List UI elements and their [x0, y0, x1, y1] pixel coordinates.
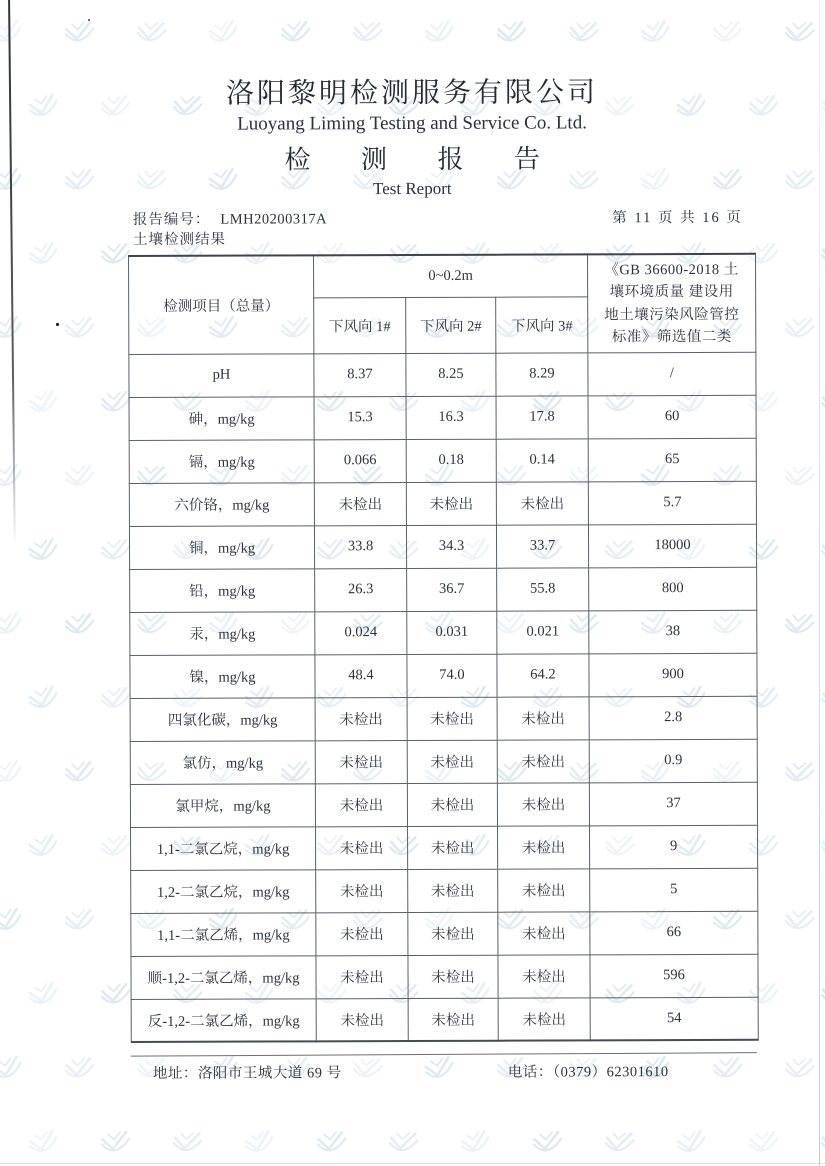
analyte-name-cell: pH	[129, 354, 314, 398]
report-title-en: Test Report	[372, 179, 452, 199]
value-cell: 0.066	[314, 439, 406, 482]
value-cell: 5.7	[588, 481, 756, 525]
sample-header-cell: 下风向 2#	[406, 297, 496, 353]
report-meta-row	[133, 208, 743, 229]
value-cell: 未检出	[315, 740, 407, 783]
value-cell: 未检出	[498, 869, 590, 912]
phone-value: （0379）62301610	[552, 1064, 669, 1081]
results-tbody	[129, 352, 758, 1042]
value-cell: 0.031	[407, 611, 497, 654]
scan-edge-line-right	[819, 0, 821, 1166]
report-number	[133, 210, 327, 230]
page-indicator: 第 11 页 共 16 页	[612, 209, 743, 226]
value-cell: 未检出	[316, 955, 408, 998]
analyte-name-cell: 1,1-二氯乙烷，mg/kg	[131, 827, 316, 871]
value-cell: 2.8	[589, 696, 757, 740]
table-row	[129, 352, 756, 397]
value-cell: 未检出	[407, 783, 497, 826]
scan-speck	[56, 323, 59, 326]
analyte-name-cell: 汞，mg/kg	[130, 612, 315, 656]
value-cell: 66	[590, 911, 758, 955]
value-cell: 0.021	[497, 611, 589, 654]
table-row	[131, 825, 758, 870]
table-row	[129, 438, 756, 483]
value-cell: 未检出	[496, 482, 588, 525]
value-cell: 0.14	[496, 439, 588, 482]
standard-header-text: 《GB 36600-2018 土 壤环境质量 建设用 地土壤污染风险管控 标准》筛选值二类	[604, 261, 740, 346]
table-row	[130, 567, 757, 612]
table-row	[131, 868, 758, 913]
value-cell: /	[588, 352, 756, 396]
value-cell: 8.37	[314, 353, 406, 396]
analyte-name-cell: 1,2-二氯乙烷，mg/kg	[131, 870, 316, 914]
table-row	[129, 524, 756, 569]
analyte-name-cell: 镉，mg/kg	[129, 440, 314, 484]
value-cell: 未检出	[498, 912, 590, 955]
analyte-name-cell: 镍，mg/kg	[130, 655, 315, 699]
item-header-cell: 检测项目（总量）	[129, 256, 314, 355]
value-cell: 未检出	[497, 783, 589, 826]
scan-edge-line-bottom	[0, 1163, 825, 1164]
report-number-label: 报告编号：	[132, 211, 211, 228]
value-cell: 未检出	[314, 482, 406, 525]
analyte-name-cell: 1,1-二氯乙烯，mg/kg	[131, 913, 316, 957]
company-name-cn: 洛阳黎明检测服务有限公司	[225, 77, 599, 110]
address-value: 洛阳市王城大道 69 号	[197, 1065, 342, 1082]
value-cell: 未检出	[408, 955, 498, 998]
standard-header-cell	[588, 254, 756, 353]
table-header-row-1	[129, 254, 756, 298]
value-cell: 48.4	[315, 654, 407, 697]
analyte-name-cell: 四氯化碳，mg/kg	[130, 698, 315, 742]
value-cell: 900	[589, 653, 757, 697]
value-cell: 37	[589, 782, 757, 826]
value-cell: 16.3	[406, 396, 496, 439]
value-cell: 未检出	[408, 826, 498, 869]
value-cell: 未检出	[316, 998, 408, 1041]
footer-divider	[131, 1052, 757, 1056]
value-cell: 未检出	[498, 826, 590, 869]
value-cell: 未检出	[315, 697, 407, 740]
report-title-cn-text: 检 测 报 告	[284, 144, 562, 175]
value-cell: 8.25	[406, 353, 496, 396]
table-row	[131, 954, 758, 999]
phone-label: 电话：	[507, 1064, 553, 1081]
analyte-name-cell: 氯甲烷，mg/kg	[130, 784, 315, 828]
value-cell: 5	[590, 868, 758, 912]
value-cell: 34.3	[406, 525, 496, 568]
value-cell: 未检出	[497, 697, 589, 740]
value-cell: 800	[589, 567, 757, 611]
value-cell: 55.8	[497, 568, 589, 611]
results-table	[128, 253, 759, 1043]
value-cell: 未检出	[407, 697, 497, 740]
value-cell: 17.8	[496, 396, 588, 439]
value-cell: 未检出	[498, 998, 590, 1041]
value-cell: 33.8	[314, 525, 406, 568]
sample-header-cell: 下风向 3#	[496, 297, 588, 353]
value-cell: 596	[590, 954, 758, 998]
table-row	[131, 997, 758, 1042]
report-header	[0, 0, 825, 201]
value-cell: 未检出	[315, 783, 407, 826]
value-cell: 未检出	[498, 955, 590, 998]
address-label: 地址：	[152, 1065, 198, 1083]
section-title: 土壤检测结果	[132, 232, 226, 249]
value-cell: 15.3	[314, 396, 406, 439]
value-cell: 未检出	[316, 826, 408, 869]
value-cell: 未检出	[408, 869, 498, 912]
value-cell: 60	[588, 395, 756, 439]
value-cell: 未检出	[316, 869, 408, 912]
value-cell: 65	[588, 438, 756, 482]
analyte-name-cell: 铜，mg/kg	[129, 526, 314, 570]
company-name-en: Luoyang Liming Testing and Service Co. Ltd.	[237, 112, 587, 135]
table-row	[129, 395, 756, 440]
value-cell: 64.2	[497, 654, 589, 697]
value-cell: 未检出	[497, 740, 589, 783]
table-row	[129, 481, 756, 526]
report-title-cn	[0, 143, 825, 177]
value-cell: 未检出	[316, 912, 408, 955]
footer-address	[153, 1064, 508, 1084]
value-cell: 0.024	[315, 611, 407, 654]
value-cell: 未检出	[408, 998, 498, 1041]
value-cell: 36.7	[407, 568, 497, 611]
analyte-name-cell: 顺-1,2-二氯乙烯，mg/kg	[131, 956, 316, 1000]
value-cell: 未检出	[408, 912, 498, 955]
footer-phone	[508, 1063, 669, 1082]
analyte-name-cell: 反-1,2-二氯乙烯，mg/kg	[131, 999, 316, 1043]
table-row	[131, 911, 758, 956]
analyte-name-cell: 六价铬，mg/kg	[129, 483, 314, 527]
value-cell: 74.0	[407, 654, 497, 697]
value-cell: 未检出	[406, 482, 496, 525]
report-number-value: LMH20200317A	[220, 210, 328, 228]
value-cell: 54	[590, 997, 758, 1041]
value-cell: 0.18	[406, 439, 496, 482]
table-row	[130, 653, 757, 698]
value-cell: 26.3	[315, 568, 407, 611]
scan-speck	[88, 19, 90, 21]
sample-header-cell: 下风向 1#	[314, 297, 406, 353]
value-cell: 未检出	[407, 740, 497, 783]
table-row	[130, 696, 757, 741]
value-cell: 9	[590, 825, 758, 869]
value-cell: 18000	[588, 524, 756, 568]
table-row	[130, 782, 757, 827]
table-row	[130, 610, 757, 655]
table-row	[130, 739, 757, 784]
value-cell: 0.9	[589, 739, 757, 783]
analyte-name-cell: 铅，mg/kg	[130, 569, 315, 613]
value-cell: 8.29	[496, 353, 588, 396]
analyte-name-cell: 氯仿，mg/kg	[130, 741, 315, 785]
value-cell: 33.7	[496, 525, 588, 568]
analyte-name-cell: 砷，mg/kg	[129, 397, 314, 441]
value-cell: 38	[589, 610, 757, 654]
depth-header-cell: 0~0.2m	[314, 255, 588, 298]
report-footer	[153, 1063, 825, 1084]
